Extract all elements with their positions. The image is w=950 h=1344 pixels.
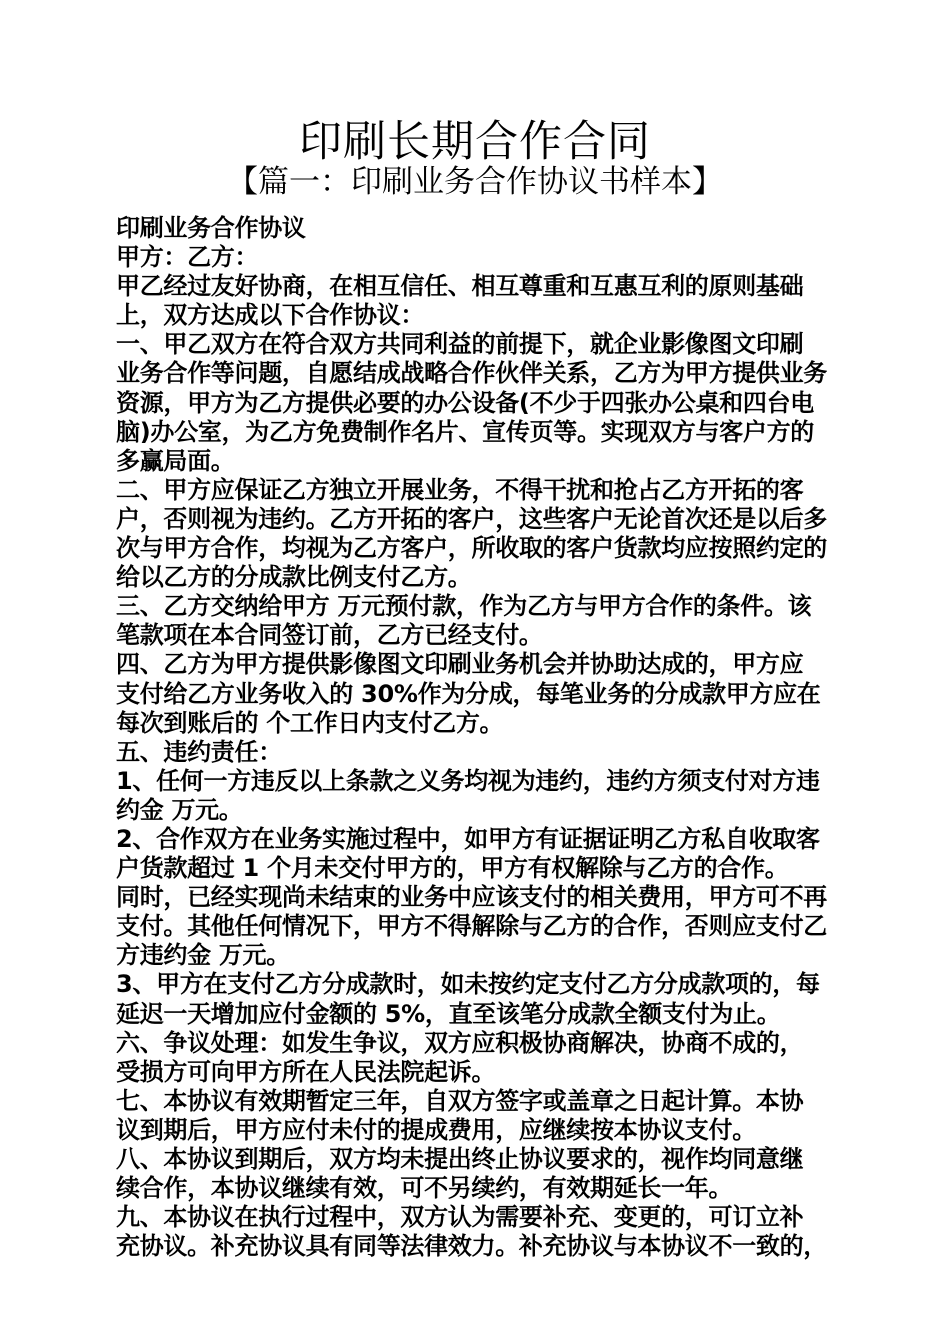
body-text-line: 四、乙方为甲方提供影像图文印刷业务机会并协助达成的，甲方应 [116,650,804,679]
body-text-line: 甲方：乙方： [116,243,259,272]
body-text-line: 续合作，本协议继续有效，可不另续约，有效期延长一年。 [116,1174,733,1203]
body-text-line: 脑)办公室，为乙方免费制作名片、宣传页等。实现双方与客户方的 [116,417,814,446]
document-body [116,214,838,1261]
body-text-line: 每次到账后的 个工作日内支付乙方。 [116,708,504,737]
body-text-line: 受损方可向甲方所在人民法院起诉。 [116,1057,496,1086]
document-title: 印刷长期合作合同 [299,117,651,167]
body-text-line: 延迟一天增加应付金额的 5%，直至该笔分成款全额支付为止。 [116,999,781,1028]
body-text-line: 五、违约责任： [116,737,282,766]
body-text-line: 给以乙方的分成款比例支付乙方。 [116,563,472,592]
body-text-line: 1、任何一方违反以上条款之义务均视为违约，违约方须支付对方违 [116,766,820,795]
body-text-line: 上，双方达成以下合作协议： [116,301,425,330]
document-subtitle: 【篇一：印刷业务合作协议书样本】 [227,164,723,200]
body-text-line: 业务合作等问题，自愿结成战略合作伙伴关系，乙方为甲方提供业务 [116,359,827,388]
body-text-line: 印刷业务合作协议 [116,214,306,242]
body-text-line: 多赢局面。 [116,446,235,475]
body-text-line: 约金 万元。 [116,795,243,824]
body-text-line: 八、本协议到期后，双方均未提出终止协议要求的，视作均同意继 [116,1145,804,1173]
body-text-line: 议到期后，甲方应付未付的提成费用，应继续按本协议支付。 [116,1115,756,1144]
body-text-line: 六、争议处理：如发生争议，双方应积极协商解决，协商不成的， [116,1028,804,1057]
body-text-line: 三、乙方交纳给甲方 万元预付款，作为乙方与甲方合作的条件。该 [116,592,812,621]
body-text-line: 户货款超过 1 个月未交付甲方的，甲方有权解除与乙方的合作。 [116,854,789,883]
body-text-line: 笔款项在本合同签订前，乙方已经支付。 [116,621,543,650]
body-text-line: 一、甲乙双方在符合双方共同利益的前提下，就企业影像图文印刷 [116,330,804,359]
body-text-line: 资源，甲方为乙方提供必要的办公设备(不少于四张办公桌和四台电 [116,388,814,417]
body-text-line: 方违约金 万元。 [116,941,290,970]
body-text-line: 3、甲方在支付乙方分成款时，如未按约定支付乙方分成款项的，每 [116,970,820,999]
body-text-line: 充协议。补充协议具有同等法律效力。补充协议与本协议不一致的， [116,1232,827,1261]
body-text-line: 同时，已经实现尚未结束的业务中应该支付的相关费用，甲方可不再 [116,883,827,912]
body-text-line: 支付给乙方业务收入的 30%作为分成，每笔业务的分成款甲方应在 [116,679,821,708]
body-text-line: 九、本协议在执行过程中，双方认为需要补充、变更的，可订立补 [116,1203,804,1232]
body-text-line: 七、本协议有效期暂定三年，自双方签字或盖章之日起计算。本协 [116,1086,804,1115]
body-text-line: 2、合作双方在业务实施过程中，如甲方有证据证明乙方私自收取客 [116,824,820,853]
body-text-line: 支付。其他任何情况下，甲方不得解除与乙方的合作，否则应支付乙 [116,912,827,941]
body-text-line: 次与甲方合作，均视为乙方客户，所收取的客户货款均应按照约定的 [116,534,827,563]
body-text-line: 二、甲方应保证乙方独立开展业务，不得干扰和抢占乙方开拓的客 [116,475,804,504]
body-text-line: 甲乙经过友好协商，在相互信任、相互尊重和互惠互利的原则基础 [116,272,804,301]
body-text-line: 户，否则视为违约。乙方开拓的客户，这些客户无论首次还是以后多 [116,504,827,533]
